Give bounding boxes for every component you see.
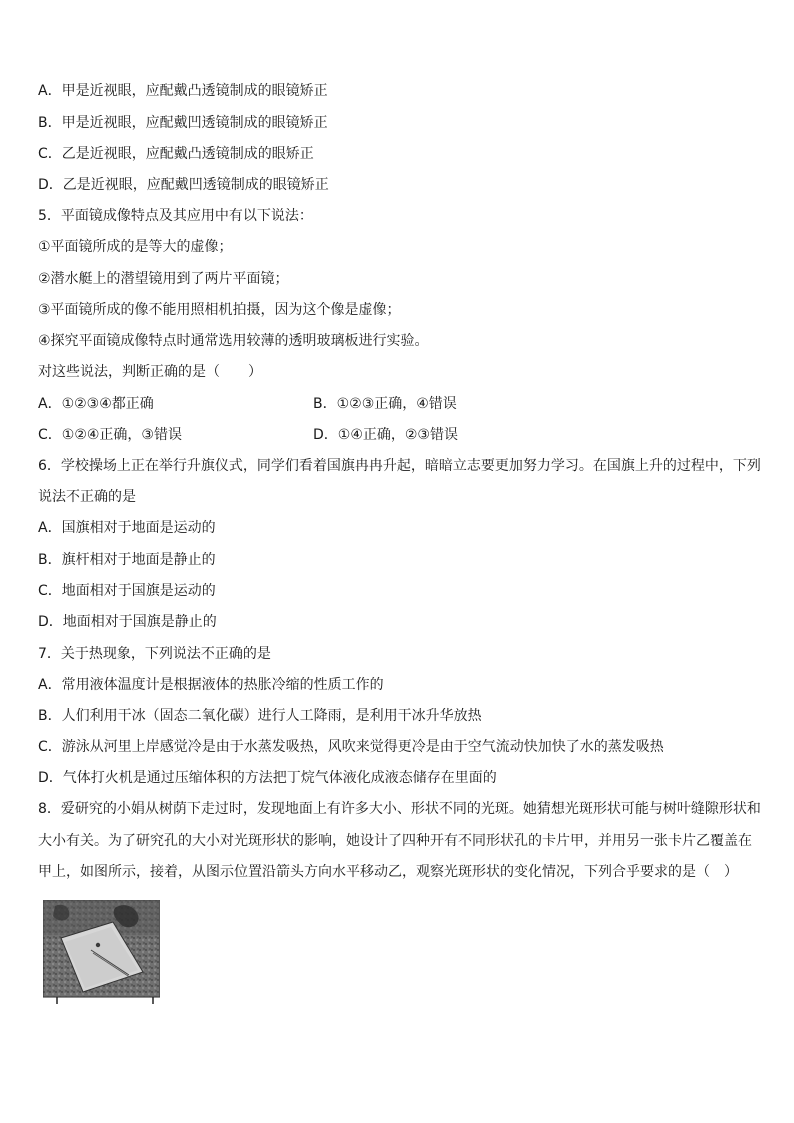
q5-item-4: ④探究平面镜成像特点时通常选用较薄的透明玻璃板进行实验。 [38,333,429,349]
q6-stem-line2: 说法不正确的是 [38,489,136,505]
q5-item-3: ③平面镜所成的像不能用照相机拍摄，因为这个像是虚像； [38,302,401,318]
q8-stem-line2: 大小有关。为了研究孔的大小对光斑形状的影响，她设计了四种开有不同形状孔的卡片甲，并用另一张卡片乙覆盖在 [38,833,752,849]
q6-stem-line1: 6．学校操场上正在举行升旗仪式，同学们看着国旗冉冉升起，暗暗立志要更加努力学习。在国旗上升的过程中，下列 [38,458,761,474]
q4-option-b: B．甲是近视眼，应配戴凹透镜制成的眼镜矫正 [38,115,328,131]
q6-option-d: D．地面相对于国旗是静止的 [38,614,217,630]
q6-option-b: B．旗杆相对于地面是静止的 [38,552,216,568]
q5-option-b: B．①②③正确，④错误 [313,396,457,412]
q6-option-a: A．国旗相对于地面是运动的 [38,520,216,536]
q5-item-2: ②潜水艇上的潜望镜用到了两片平面镜； [38,271,289,287]
q6-option-c: C．地面相对于国旗是运动的 [38,583,216,599]
q8-stem-line1: 8．爱研究的小娟从树荫下走过时，发现地面上有许多大小、形状不同的光斑。她猜想光斑形状可能与树叶缝隙形状和 [38,801,761,817]
q7-option-c: C．游泳从河里上岸感觉冷是由于水蒸发吸热，风吹来觉得更冷是由于空气流动快加快了水的蒸发吸热 [38,739,664,755]
q5-option-a: A．①②③④都正确 [38,396,154,412]
q4-option-c: C．乙是近视眼，应配戴凸透镜制成的眼矫正 [38,146,314,162]
q5-prompt: 对这些说法，判断正确的是（ ） [38,364,262,380]
q7-option-a: A．常用液体温度计是根据液体的热胀冷缩的性质工作的 [38,677,384,693]
q8-figure-image [43,900,160,1000]
q7-stem: 7．关于热现象，下列说法不正确的是 [38,646,271,662]
q7-option-b: B．人们利用干冰（固态二氧化碳）进行人工降雨，是利用干冰升华放热 [38,708,482,724]
q4-option-a: A．甲是近视眼，应配戴凸透镜制成的眼镜矫正 [38,83,328,99]
q7-option-d: D．气体打火机是通过压缩体积的方法把丁烷气体液化成液态储存在里面的 [38,770,497,786]
q5-stem: 5．平面镜成像特点及其应用中有以下说法： [38,208,313,224]
q5-option-d: D．①④正确，②③错误 [313,427,458,443]
q5-option-c: C．①②④正确，③错误 [38,427,182,443]
q5-item-1: ①平面镜所成的是等大的虚像； [38,239,233,255]
q8-stem-line3: 甲上，如图所示，接着，从图示位置沿箭头方向水平移动乙，观察光斑形状的变化情况，下列合乎要求的是（ ） [38,864,738,880]
q4-option-d: D．乙是近视眼，应配戴凹透镜制成的眼镜矫正 [38,177,329,193]
